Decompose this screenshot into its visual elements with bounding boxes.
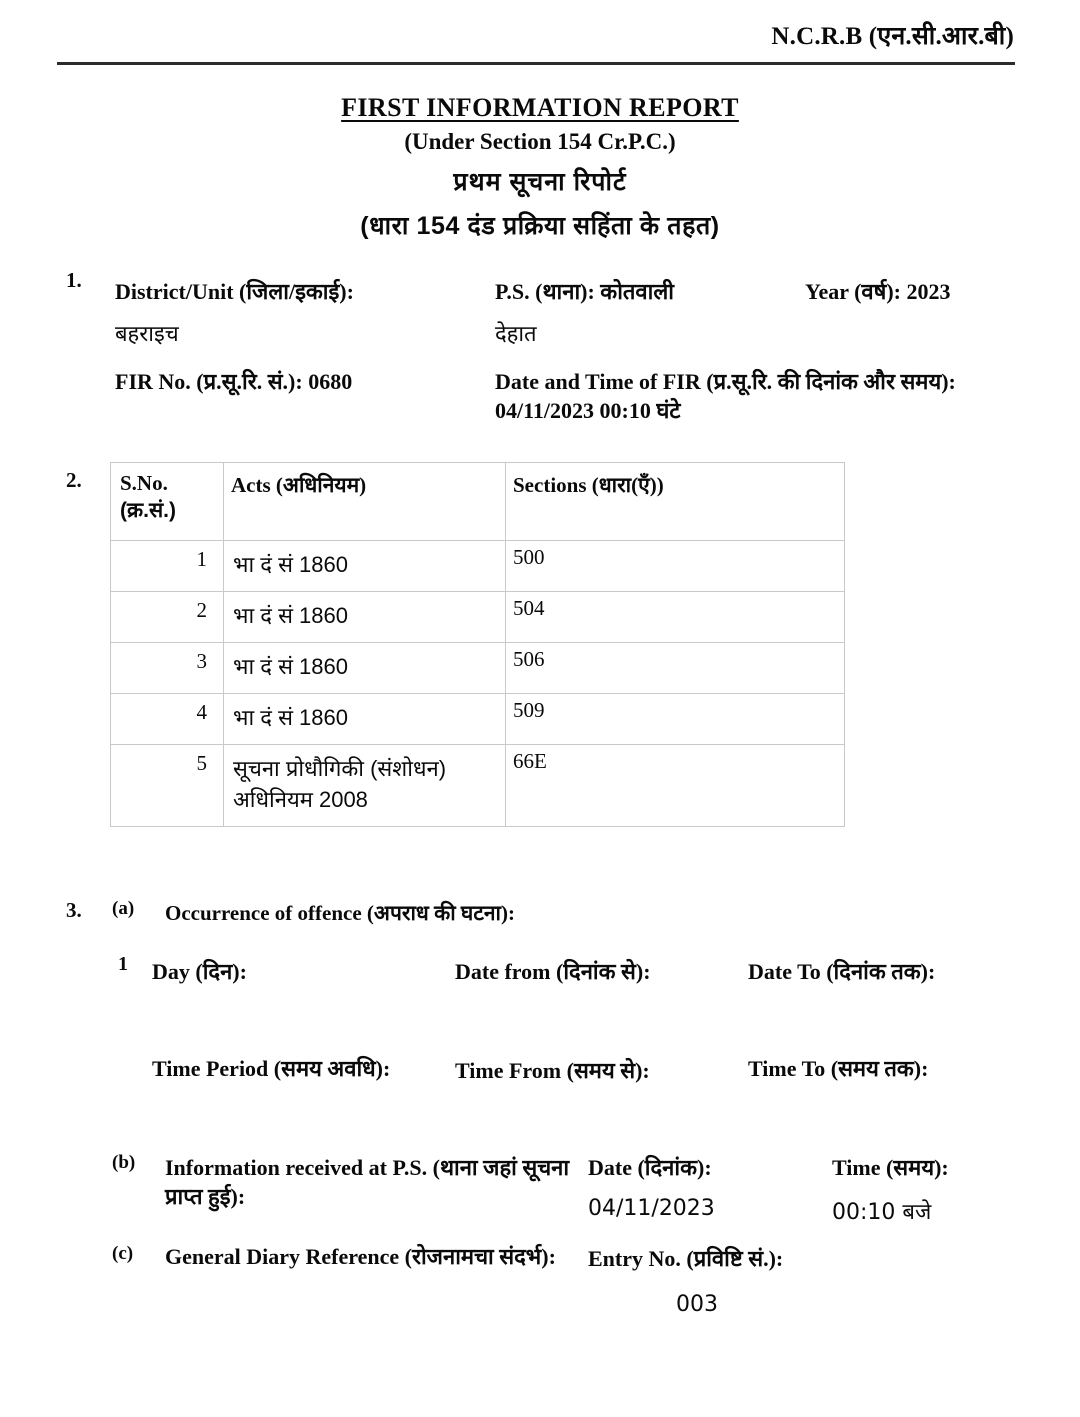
general-diary-reference-label: General Diary Reference (रोजनामचा संदर्भ): xyxy=(165,1244,556,1269)
received-time-value: 00:10 बजे xyxy=(832,1200,932,1225)
received-date-label: Date (दिनांक): xyxy=(588,1155,712,1180)
district-unit-value: बहराइच xyxy=(115,322,179,347)
police-station-value-line2: देहात xyxy=(495,322,537,347)
page-title: FIRST INFORMATION REPORT xyxy=(341,93,739,122)
day-label: Day (दिन): xyxy=(152,959,247,984)
section-3b-marker: (b) xyxy=(112,1152,136,1173)
page-subtitle: (Under Section 154 Cr.P.C.) xyxy=(404,129,676,154)
column-header-sections: Sections (धारा(एँ)) xyxy=(506,463,845,541)
entry-number-value: 003 xyxy=(676,1292,718,1317)
row-sno: 1 xyxy=(111,541,224,592)
police-station-label: P.S. (थाना): कोतवाली xyxy=(495,279,674,304)
row-section: 500 xyxy=(506,541,845,592)
section-3a-marker: (a) xyxy=(112,898,135,919)
column-header-sno xyxy=(111,463,224,541)
table-row xyxy=(111,744,845,827)
row-section: 506 xyxy=(506,642,845,693)
time-to-label: Time To (समय तक): xyxy=(748,1056,929,1081)
row-act: भा दं सं 1860 xyxy=(224,591,506,642)
information-received-label: Information received at P.S. (थाना जहां सूचना प्राप्त हुई): xyxy=(165,1155,570,1209)
section-3-number: 3. xyxy=(66,898,82,922)
ncrb-header-title: N.C.R.B (एन.सी.आर.बी) xyxy=(771,23,1014,50)
table-header-row xyxy=(111,463,845,541)
section-1-number: 1. xyxy=(66,268,82,292)
received-date-value: 04/11/2023 xyxy=(588,1196,715,1221)
received-time-label: Time (समय): xyxy=(832,1155,949,1180)
fir-number-label: FIR No. (प्र.सू.रि. सं.): 0680 xyxy=(115,369,353,394)
occurrence-of-offence-label: Occurrence of offence (अपराध की घटना): xyxy=(165,901,515,925)
entry-number-label: Entry No. (प्रविष्टि सं.): xyxy=(588,1246,784,1271)
row-section: 504 xyxy=(506,591,845,642)
acts-sections-table xyxy=(110,462,845,827)
time-from-label: Time From (समय से): xyxy=(455,1058,650,1083)
row-sno: 4 xyxy=(111,693,224,744)
column-header-sno-line2: (क्र.सं.) xyxy=(120,499,176,522)
row-act: भा दं सं 1860 xyxy=(224,693,506,744)
row-act: भा दं सं 1860 xyxy=(224,642,506,693)
page-subtitle-hindi: (धारा 154 दंड प्रक्रिया सहिंता के तहत) xyxy=(360,212,720,240)
column-header-sno-line1: S.No. xyxy=(120,471,168,495)
section-2-number: 2. xyxy=(66,468,82,492)
row-sno: 2 xyxy=(111,591,224,642)
fir-datetime-label: Date and Time of FIR (प्र.सू.रि. की दिनांक और समय): 04/11/2023 00:10 घंटे xyxy=(495,369,956,423)
table-row xyxy=(111,591,845,642)
occurrence-item-number: 1 xyxy=(118,953,128,975)
row-sno: 5 xyxy=(111,744,224,827)
row-section: 509 xyxy=(506,693,845,744)
row-act: सूचना प्रोधौगिकी (संशोधन) अधिनियम 2008 xyxy=(224,744,506,827)
table-row xyxy=(111,693,845,744)
date-to-label: Date To (दिनांक तक): xyxy=(748,959,936,984)
section-3c-marker: (c) xyxy=(112,1243,134,1264)
page-title-hindi: प्रथम सूचना रिपोर्ट xyxy=(453,168,627,196)
table-row xyxy=(111,541,845,592)
header-divider-rule xyxy=(57,62,1015,65)
row-act: भा दं सं 1860 xyxy=(224,541,506,592)
table-row xyxy=(111,642,845,693)
date-from-label: Date from (दिनांक से): xyxy=(455,959,651,984)
column-header-acts: Acts (अधिनियम) xyxy=(224,463,506,541)
acts-table-body xyxy=(111,541,845,827)
row-sno: 3 xyxy=(111,642,224,693)
row-section: 66E xyxy=(506,744,845,827)
year-label: Year (वर्ष): 2023 xyxy=(805,279,951,304)
district-unit-label: District/Unit (जिला/इकाई): xyxy=(115,279,354,304)
document-title-block xyxy=(0,93,1080,242)
time-period-label: Time Period (समय अवधि): xyxy=(152,1056,391,1081)
